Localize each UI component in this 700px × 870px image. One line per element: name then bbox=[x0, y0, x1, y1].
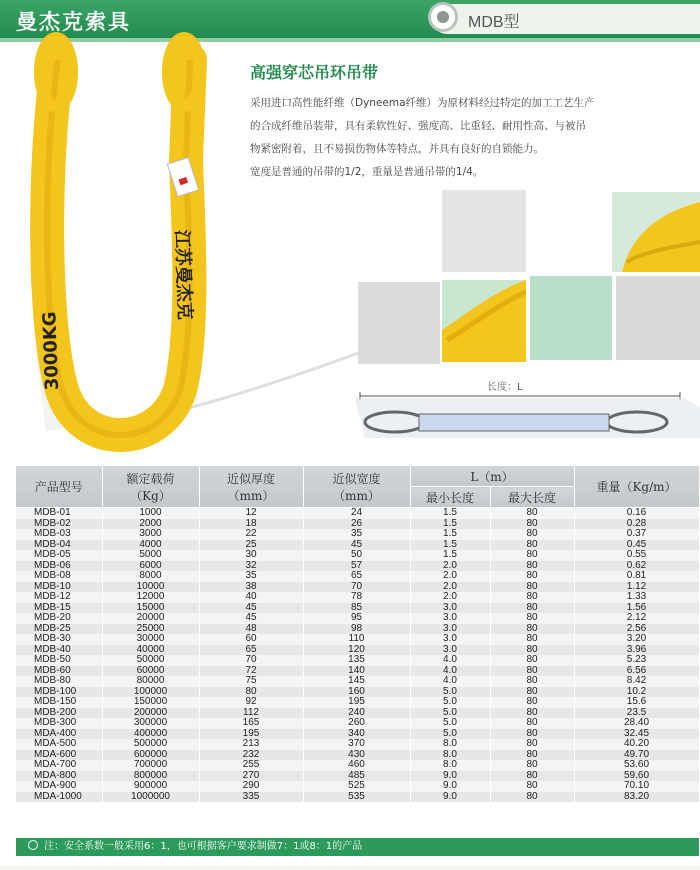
table-cell: 10000 bbox=[102, 582, 199, 593]
table-cell: 80 bbox=[490, 708, 574, 719]
table-cell: 10.2 bbox=[574, 687, 699, 698]
table-row bbox=[16, 718, 699, 729]
model-label: MDB型 bbox=[468, 14, 520, 31]
table-cell: 400000 bbox=[102, 729, 199, 740]
table-cell: 80 bbox=[490, 771, 574, 782]
sling-loop-body bbox=[47, 60, 190, 435]
table-cell: 1.56 bbox=[574, 603, 699, 614]
photo-tile bbox=[442, 190, 526, 272]
table-cell: 135 bbox=[303, 655, 410, 666]
table-cell: 50000 bbox=[102, 655, 199, 666]
table-cell: MDA-800 bbox=[16, 771, 102, 782]
table-cell: 270 bbox=[199, 771, 303, 782]
table-cell: 5000 bbox=[102, 550, 199, 561]
table-cell: 500000 bbox=[102, 739, 199, 750]
table-cell: 80 bbox=[490, 781, 574, 792]
col-width: 近似宽度 （mm） bbox=[303, 466, 410, 508]
col-length: L（m） bbox=[410, 466, 574, 487]
table-cell: MDB-20 bbox=[16, 613, 102, 624]
table-cell: 3.0 bbox=[410, 634, 490, 645]
brand-title: 曼杰克索具 bbox=[16, 9, 131, 34]
table-cell: MDB-10 bbox=[16, 582, 102, 593]
table-cell: 1000000 bbox=[102, 792, 199, 803]
table-cell: 370 bbox=[303, 739, 410, 750]
table-cell: 0.16 bbox=[574, 508, 699, 519]
table-cell: 80 bbox=[490, 603, 574, 614]
table-cell: 48 bbox=[199, 624, 303, 635]
table-cell: 232 bbox=[199, 750, 303, 761]
circle-bullet-icon bbox=[428, 2, 458, 32]
table-cell: MDA-700 bbox=[16, 760, 102, 771]
table-cell: 3.0 bbox=[410, 624, 490, 635]
table-cell: 340 bbox=[303, 729, 410, 740]
table-cell: 80000 bbox=[102, 676, 199, 687]
table-cell: 8.42 bbox=[574, 676, 699, 687]
table-cell: 28.40 bbox=[574, 718, 699, 729]
table-cell: 150000 bbox=[102, 697, 199, 708]
table-row bbox=[16, 760, 699, 771]
table-cell: MDB-60 bbox=[16, 666, 102, 677]
table-cell: 485 bbox=[303, 771, 410, 782]
table-cell: 60000 bbox=[102, 666, 199, 677]
table-cell: 80 bbox=[490, 666, 574, 677]
sling-print-right: 江苏曼杰克 bbox=[171, 229, 196, 321]
table-cell: 32 bbox=[199, 561, 303, 572]
table-cell: 35 bbox=[199, 571, 303, 582]
table-cell: 80 bbox=[490, 540, 574, 551]
table-cell: MDA-900 bbox=[16, 781, 102, 792]
table-cell: 110 bbox=[303, 634, 410, 645]
table-row bbox=[16, 508, 699, 519]
table-row bbox=[16, 781, 699, 792]
table-cell: MDB-02 bbox=[16, 519, 102, 530]
table-cell: 98 bbox=[303, 624, 410, 635]
table-cell: 525 bbox=[303, 781, 410, 792]
table-cell: 80 bbox=[490, 718, 574, 729]
table-cell: 32.45 bbox=[574, 729, 699, 740]
photo-tile-sling-end bbox=[612, 192, 700, 272]
table-cell: 240 bbox=[303, 708, 410, 719]
table-cell: MDB-100 bbox=[16, 687, 102, 698]
table-cell: 83.20 bbox=[574, 792, 699, 803]
table-cell: 0.62 bbox=[574, 561, 699, 572]
table-row bbox=[16, 634, 699, 645]
table-cell: MDB-40 bbox=[16, 645, 102, 656]
table-cell: MDB-04 bbox=[16, 540, 102, 551]
table-cell: MDB-150 bbox=[16, 697, 102, 708]
desc-line: 采用进口高性能纤维（Dyneema纤维）为原材料经过特定的加工工艺生产 bbox=[250, 97, 595, 109]
table-cell: MDA-500 bbox=[16, 739, 102, 750]
table-cell: 80 bbox=[490, 550, 574, 561]
table-cell: 45 bbox=[199, 603, 303, 614]
table-cell: MDB-25 bbox=[16, 624, 102, 635]
table-cell: 260 bbox=[303, 718, 410, 729]
table-cell: 57 bbox=[303, 561, 410, 572]
table-cell: 100000 bbox=[102, 687, 199, 698]
table-cell: MDB-15 bbox=[16, 603, 102, 614]
col-max-length: 最大长度 bbox=[490, 487, 574, 508]
table-cell: 80 bbox=[490, 739, 574, 750]
table-cell: 213 bbox=[199, 739, 303, 750]
table-cell: 20000 bbox=[102, 613, 199, 624]
table-cell: 9.0 bbox=[410, 771, 490, 782]
table-cell: 80 bbox=[490, 624, 574, 635]
table-cell: 2.0 bbox=[410, 561, 490, 572]
table-cell: 80 bbox=[490, 519, 574, 530]
table-cell: 49.70 bbox=[574, 750, 699, 761]
table-cell: 80 bbox=[490, 582, 574, 593]
table-cell: 25000 bbox=[102, 624, 199, 635]
table-cell: 430 bbox=[303, 750, 410, 761]
table-cell: 600000 bbox=[102, 750, 199, 761]
table-cell: 4000 bbox=[102, 540, 199, 551]
length-diagram bbox=[355, 386, 700, 446]
footnote-text: 注：安全系数一般采用6：1，也可根据客户要求制做7：1或8：1的产品 bbox=[44, 841, 363, 852]
table-cell: 3000 bbox=[102, 529, 199, 540]
table-cell: 80 bbox=[490, 697, 574, 708]
table-cell: 65 bbox=[303, 571, 410, 582]
col-load: 额定载荷 （Kg） bbox=[102, 466, 199, 508]
table-cell: 50 bbox=[303, 550, 410, 561]
table-cell: 9.0 bbox=[410, 792, 490, 803]
table-cell: MDB-08 bbox=[16, 571, 102, 582]
table-cell: 24 bbox=[303, 508, 410, 519]
table-row bbox=[16, 529, 699, 540]
table-cell: 1.5 bbox=[410, 529, 490, 540]
table-cell: 8.0 bbox=[410, 750, 490, 761]
table-cell: 85 bbox=[303, 603, 410, 614]
table-cell: 78 bbox=[303, 592, 410, 603]
table-cell: 140 bbox=[303, 666, 410, 677]
table-cell: 8000 bbox=[102, 571, 199, 582]
table-cell: 1.5 bbox=[410, 540, 490, 551]
col-min-length: 最小长度 bbox=[410, 487, 490, 508]
table-cell: 5.0 bbox=[410, 718, 490, 729]
table-cell: 26 bbox=[303, 519, 410, 530]
desc-line: 宽度是普通的吊带的1/2，重量是普通吊带的1/4。 bbox=[250, 166, 484, 178]
table-cell: 195 bbox=[303, 697, 410, 708]
table-cell: 255 bbox=[199, 760, 303, 771]
table-cell: 3.0 bbox=[410, 603, 490, 614]
table-cell: 2.0 bbox=[410, 592, 490, 603]
col-weight: 重量（Kg/m） bbox=[574, 466, 699, 508]
table-cell: 80 bbox=[490, 676, 574, 687]
table-cell: MDA-1000 bbox=[16, 792, 102, 803]
table-cell: 80 bbox=[490, 561, 574, 572]
table-cell: 38 bbox=[199, 582, 303, 593]
table-cell: 40 bbox=[199, 592, 303, 603]
table-cell: 80 bbox=[490, 655, 574, 666]
table-cell: 3.20 bbox=[574, 634, 699, 645]
table-cell: 0.55 bbox=[574, 550, 699, 561]
table-row bbox=[16, 550, 699, 561]
desc-line: 物紧密附着，且不易损伤物体等特点，并具有良好的自锁能力。 bbox=[250, 143, 544, 155]
table-cell: 6000 bbox=[102, 561, 199, 572]
table-cell: 59.60 bbox=[574, 771, 699, 782]
table-cell: 15.6 bbox=[574, 697, 699, 708]
photo-tile bbox=[530, 276, 612, 360]
table-cell: 3.0 bbox=[410, 645, 490, 656]
table-cell: 80 bbox=[490, 592, 574, 603]
table-cell: 1.5 bbox=[410, 508, 490, 519]
table-cell: 15000 bbox=[102, 603, 199, 614]
table-cell: MDB-80 bbox=[16, 676, 102, 687]
table-cell: 65 bbox=[199, 645, 303, 656]
table-cell: 5.0 bbox=[410, 729, 490, 740]
desc-line: 的合成纤维吊装带，具有柔软性好、强度高、比重轻、耐用性高、与被吊 bbox=[250, 120, 586, 132]
table-cell: 80 bbox=[490, 729, 574, 740]
table-row bbox=[16, 792, 699, 803]
table-cell: 0.81 bbox=[574, 571, 699, 582]
table-cell: 22 bbox=[199, 529, 303, 540]
table-cell: 30000 bbox=[102, 634, 199, 645]
table-cell: MDB-50 bbox=[16, 655, 102, 666]
table-cell: 80 bbox=[490, 792, 574, 803]
table-cell: 70 bbox=[303, 582, 410, 593]
table-cell: 72 bbox=[199, 666, 303, 677]
table-cell: 80 bbox=[490, 508, 574, 519]
table-cell: 112 bbox=[199, 708, 303, 719]
table-cell: 8.0 bbox=[410, 739, 490, 750]
table-cell: 300000 bbox=[102, 718, 199, 729]
table-cell: 2.56 bbox=[574, 624, 699, 635]
table-cell: 1.12 bbox=[574, 582, 699, 593]
table-cell: 45 bbox=[199, 613, 303, 624]
circle-bullet-icon bbox=[28, 840, 38, 850]
table-cell: 80 bbox=[490, 645, 574, 656]
table-cell: 80 bbox=[490, 529, 574, 540]
table-cell: MDB-01 bbox=[16, 508, 102, 519]
photo-tile bbox=[616, 276, 700, 360]
diagram-sleeve bbox=[419, 414, 609, 431]
table-cell: 80 bbox=[490, 613, 574, 624]
table-cell: 80 bbox=[490, 687, 574, 698]
table-row bbox=[16, 571, 699, 582]
bottom-divider bbox=[0, 866, 700, 870]
table-cell: 3.96 bbox=[574, 645, 699, 656]
table-cell: 4.0 bbox=[410, 655, 490, 666]
table-cell: MDB-03 bbox=[16, 529, 102, 540]
table-cell: 1.33 bbox=[574, 592, 699, 603]
table-cell: 200000 bbox=[102, 708, 199, 719]
table-cell: 335 bbox=[199, 792, 303, 803]
table-cell: MDB-05 bbox=[16, 550, 102, 561]
table-cell: 1.5 bbox=[410, 550, 490, 561]
table-cell: 0.28 bbox=[574, 519, 699, 530]
table-cell: 5.0 bbox=[410, 687, 490, 698]
spec-table bbox=[16, 466, 699, 802]
product-description bbox=[250, 92, 680, 184]
table-cell: 0.37 bbox=[574, 529, 699, 540]
table-row bbox=[16, 655, 699, 666]
table-row bbox=[16, 676, 699, 687]
col-thickness: 近似厚度 （mm） bbox=[199, 466, 303, 508]
photo-tile bbox=[358, 282, 440, 364]
table-cell: 900000 bbox=[102, 781, 199, 792]
table-cell: MDB-06 bbox=[16, 561, 102, 572]
table-cell: 45 bbox=[303, 540, 410, 551]
table-cell: 2.12 bbox=[574, 613, 699, 624]
table-cell: 2000 bbox=[102, 519, 199, 530]
table-cell: 145 bbox=[303, 676, 410, 687]
table-row bbox=[16, 592, 699, 603]
table-cell: 2.0 bbox=[410, 582, 490, 593]
table-cell: 53.60 bbox=[574, 760, 699, 771]
table-cell: 80 bbox=[490, 760, 574, 771]
table-cell: MDA-600 bbox=[16, 750, 102, 761]
table-cell: 92 bbox=[199, 697, 303, 708]
col-model: 产品型号 bbox=[16, 466, 102, 508]
table-cell: 80 bbox=[490, 571, 574, 582]
table-cell: 195 bbox=[199, 729, 303, 740]
table-cell: 23.5 bbox=[574, 708, 699, 719]
table-cell: 75 bbox=[199, 676, 303, 687]
product-title: 高强穿芯吊环吊带 bbox=[250, 63, 379, 82]
table-cell: 12000 bbox=[102, 592, 199, 603]
table-cell: 60 bbox=[199, 634, 303, 645]
table-cell: 4.0 bbox=[410, 666, 490, 677]
table-cell: MDB-200 bbox=[16, 708, 102, 719]
table-cell: 40.20 bbox=[574, 739, 699, 750]
table-cell: 1.5 bbox=[410, 519, 490, 530]
table-cell: MDB-30 bbox=[16, 634, 102, 645]
table-cell: 160 bbox=[303, 687, 410, 698]
table-cell: MDB-12 bbox=[16, 592, 102, 603]
table-cell: 5.0 bbox=[410, 708, 490, 719]
table-cell: 80 bbox=[490, 634, 574, 645]
table-cell: 80 bbox=[490, 750, 574, 761]
table-cell: 290 bbox=[199, 781, 303, 792]
table-cell: 535 bbox=[303, 792, 410, 803]
table-cell: 3.0 bbox=[410, 613, 490, 624]
table-cell: 12 bbox=[199, 508, 303, 519]
table-cell: MDB-300 bbox=[16, 718, 102, 729]
table-cell: 18 bbox=[199, 519, 303, 530]
table-cell: 165 bbox=[199, 718, 303, 729]
table-cell: 70 bbox=[199, 655, 303, 666]
table-cell: MDA-400 bbox=[16, 729, 102, 740]
table-cell: 460 bbox=[303, 760, 410, 771]
table-cell: 5.23 bbox=[574, 655, 699, 666]
table-cell: 70.10 bbox=[574, 781, 699, 792]
table-row bbox=[16, 739, 699, 750]
table-cell: 40000 bbox=[102, 645, 199, 656]
photo-tile-sling-close bbox=[442, 280, 526, 362]
table-cell: 2.0 bbox=[410, 571, 490, 582]
length-label: 长度：L bbox=[487, 382, 523, 393]
table-cell: 25 bbox=[199, 540, 303, 551]
sling-print-left: 3000KG bbox=[39, 311, 63, 391]
table-cell: 6.56 bbox=[574, 666, 699, 677]
table-cell: 800000 bbox=[102, 771, 199, 782]
table-row bbox=[16, 613, 699, 624]
table-cell: 9.0 bbox=[410, 781, 490, 792]
table-cell: 80 bbox=[199, 687, 303, 698]
table-cell: 120 bbox=[303, 645, 410, 656]
table-cell: 8.0 bbox=[410, 760, 490, 771]
table-cell: 95 bbox=[303, 613, 410, 624]
table-cell: 30 bbox=[199, 550, 303, 561]
table-cell: 0.45 bbox=[574, 540, 699, 551]
table-cell: 700000 bbox=[102, 760, 199, 771]
table-cell: 35 bbox=[303, 529, 410, 540]
footnote-bar bbox=[16, 838, 699, 856]
table-cell: 5.0 bbox=[410, 697, 490, 708]
table-cell: 4.0 bbox=[410, 676, 490, 687]
table-cell: 1000 bbox=[102, 508, 199, 519]
table-row bbox=[16, 697, 699, 708]
